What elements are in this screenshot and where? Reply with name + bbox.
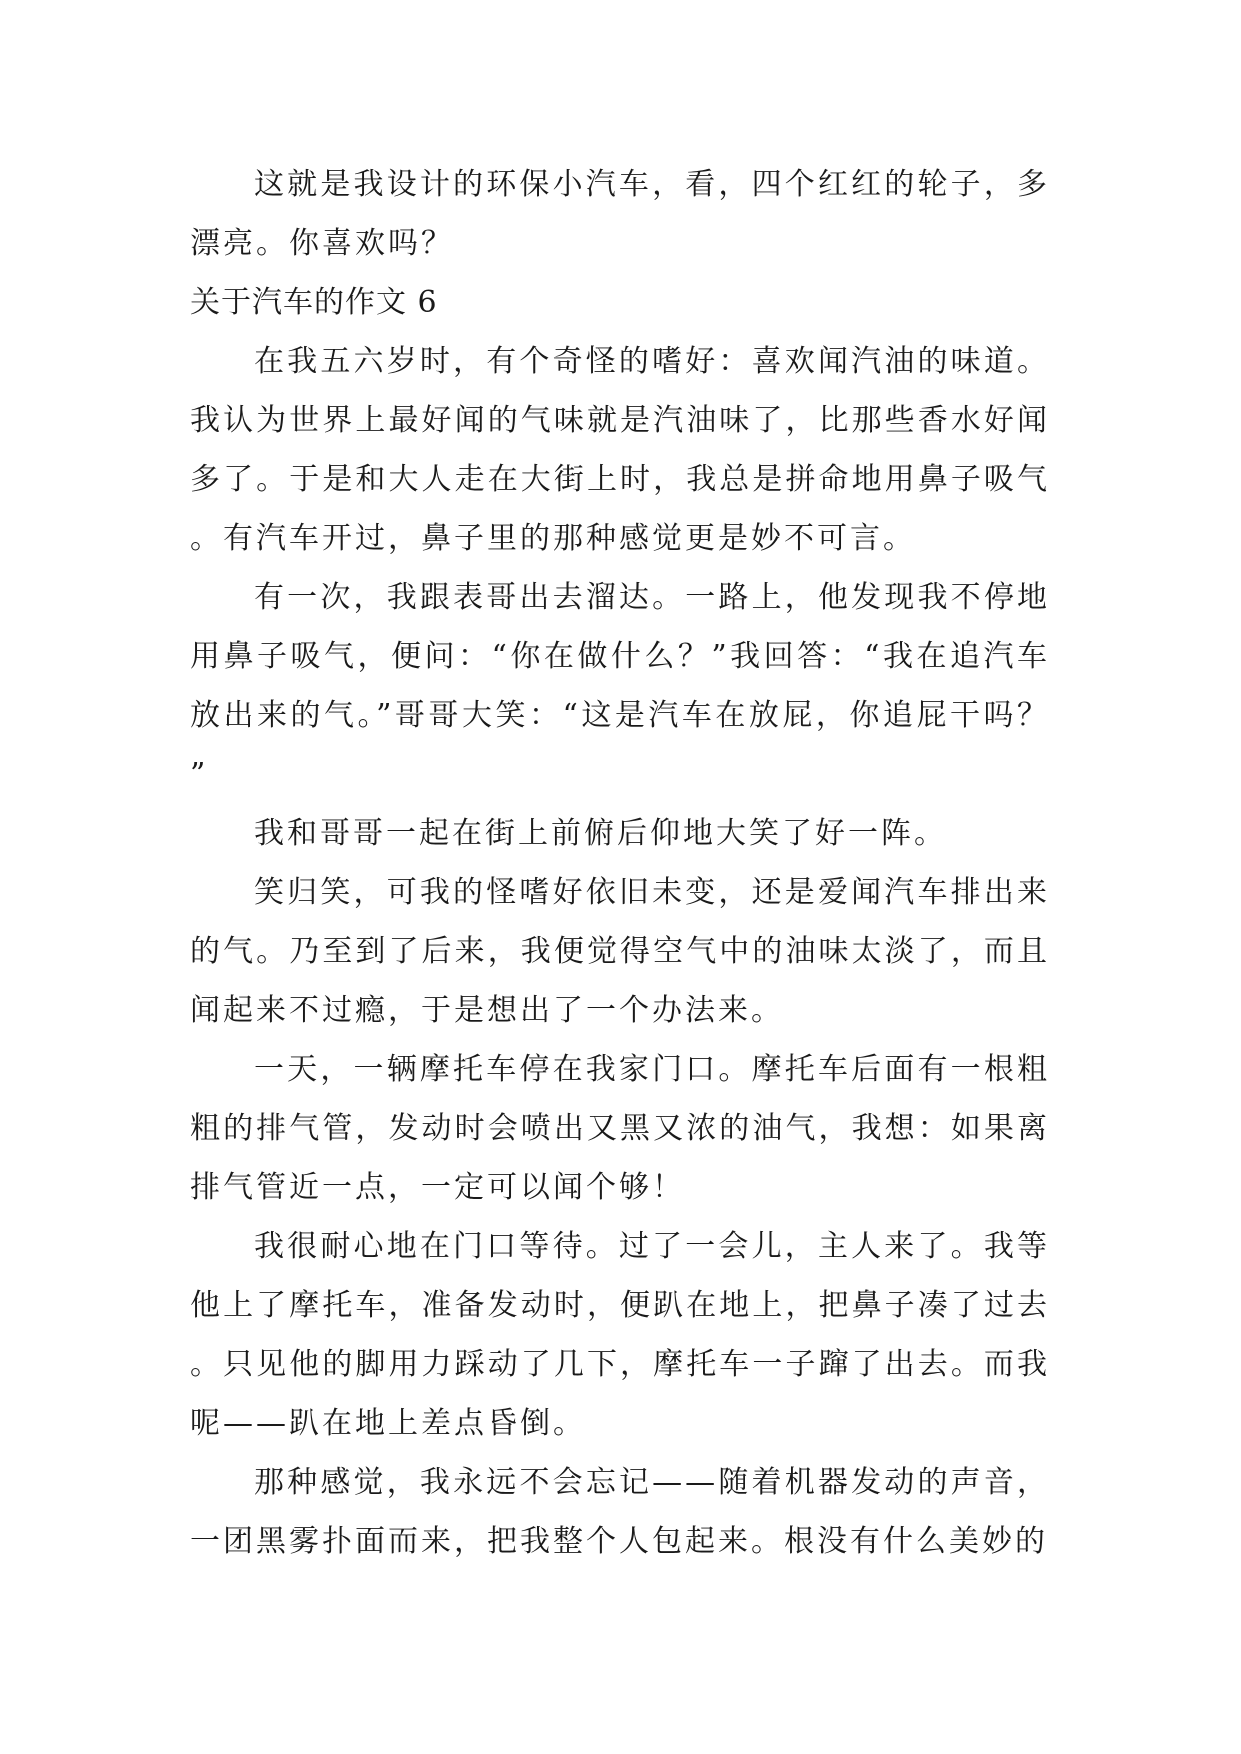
paragraph-feeling: 那种感觉，我永远不会忘记——随着机器发动的声音，一团黑雾扑面而来，把我整个人包起来。根没有什么美妙的	[190, 1465, 1050, 1559]
paragraph-laughing: 我和哥哥一起在街上前俯后仰地大笑了好一阵。	[254, 816, 947, 851]
paragraph-cousin-walk: 有一次，我跟表哥出去溜达。一路上，他发现我不停地用鼻子吸气，便问：“你在做什么？”我回答：“我在追汽车放出来的气。”哥哥大笑：“这是汽车在放屁，你追屁干吗？”	[190, 580, 1050, 792]
essay-body	[190, 155, 1050, 1571]
paragraph-waiting: 我很耐心地在门口等待。过了一会儿，主人来了。我等他上了摩托车，准备发动时，便趴在地上，把鼻子凑了过去。只见他的脚用力踩动了几下，摩托车一子蹿了出去。而我呢——趴在地上差点昏倒。	[190, 1229, 1050, 1441]
paragraph-motorcycle: 一天，一辆摩托车停在我家门口。摩托车后面有一根粗粗的排气管，发动时会喷出又黑又浓的油气，我想：如果离排气管近一点，一定可以闻个够！	[190, 1052, 1050, 1205]
essay-title: 关于汽车的作文 6	[190, 285, 438, 320]
paragraph-eco-car: 这就是我设计的环保小汽车，看，四个红红的轮子，多漂亮。你喜欢吗？	[190, 167, 1050, 261]
paragraph-gasoline-hobby: 在我五六岁时，有个奇怪的嗜好：喜欢闻汽油的味道。我认为世界上最好闻的气味就是汽油味了，比那些香水好闻多了。于是和大人走在大街上时，我总是拼命地用鼻子吸气。有汽车开过，鼻子里的那种感觉更是妙不可言。	[190, 344, 1050, 556]
paragraph-habit-unchanged: 笑归笑，可我的怪嗜好依旧未变，还是爱闻汽车排出来的气。乃至到了后来，我便觉得空气中的油味太淡了，而且闻起来不过瘾，于是想出了一个办法来。	[190, 875, 1050, 1028]
